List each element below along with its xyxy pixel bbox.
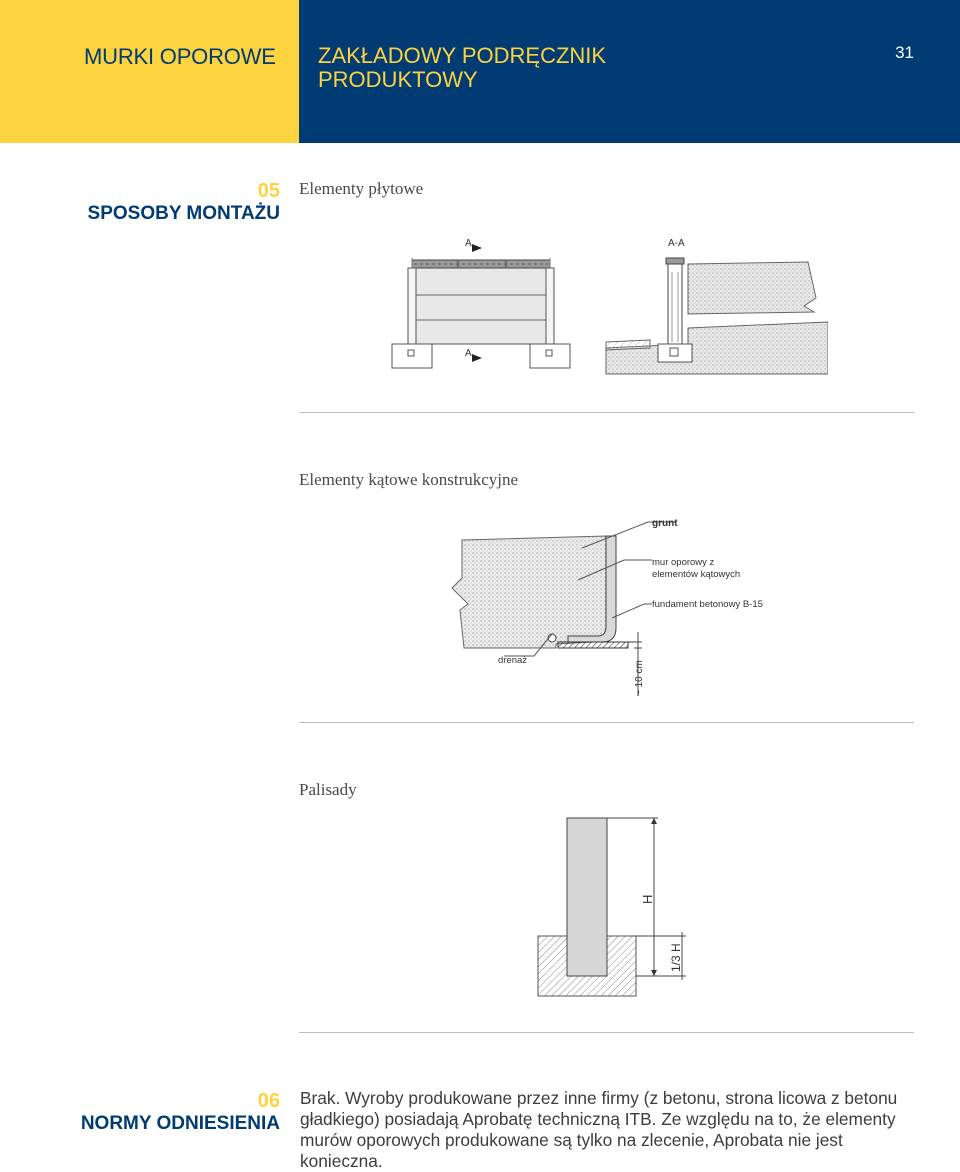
divider-2 (299, 722, 914, 723)
label-fundament: fundament betonowy B-15 (652, 599, 763, 610)
diagram-angle-elements (448, 508, 778, 700)
diagram-plate-elements (388, 232, 828, 380)
label-mur-2: elementów kątowych (652, 569, 741, 580)
label-grunt: grunt (652, 518, 678, 529)
section-06-number: 06 (257, 1090, 280, 1112)
section-05-title: SPOSOBY MONTAŻU (87, 203, 280, 224)
subheading-palisady: Palisady (299, 780, 357, 799)
divider-1 (299, 412, 914, 413)
palisade-post (567, 818, 607, 976)
label-mur-1: mur oporowy z (652, 557, 715, 568)
diagram-palisade (530, 812, 700, 1002)
section-06-title: NORMY ODNIESIENIA (80, 1113, 280, 1134)
page-number: 31 (895, 43, 914, 62)
section-05-number: 05 (257, 180, 280, 202)
divider-3 (299, 1032, 914, 1033)
section-marker-a-top: A (465, 238, 472, 249)
section-marker-a-bottom: A (465, 348, 472, 359)
header-yellow-band (0, 0, 299, 143)
subheading-elementy-plytowe: Elementy płytowe (299, 179, 424, 198)
header-right-title: ZAKŁADOWY PODRĘCZNIK PRODUKTOWY (318, 43, 607, 92)
elevation-wall (416, 268, 546, 344)
dim-10cm: ~ 10 cm (634, 660, 645, 696)
label-h: H (640, 894, 655, 904)
soil-backfill (452, 536, 606, 648)
label-third-h: 1/3 H (669, 943, 683, 972)
section-06-body: Brak. Wyroby produkowane przez inne firmy (z betonu, strona licowa z betonu gładkiego) posiadają Aprobatę techniczną ITB. Ze względu na to, że elementy murów oporowych produkowane są tylko na zlecenie, Aprobata nie jest konieczna. (300, 1088, 898, 1171)
foundation (558, 642, 628, 648)
subheading-elementy-katowe: Elementy kątowe konstrukcyjne (299, 470, 519, 489)
header-left-title: MURKI OPOROWE (84, 44, 276, 69)
label-drenaz: drenaż (498, 655, 528, 666)
section-label-aa: A-A (668, 238, 685, 249)
